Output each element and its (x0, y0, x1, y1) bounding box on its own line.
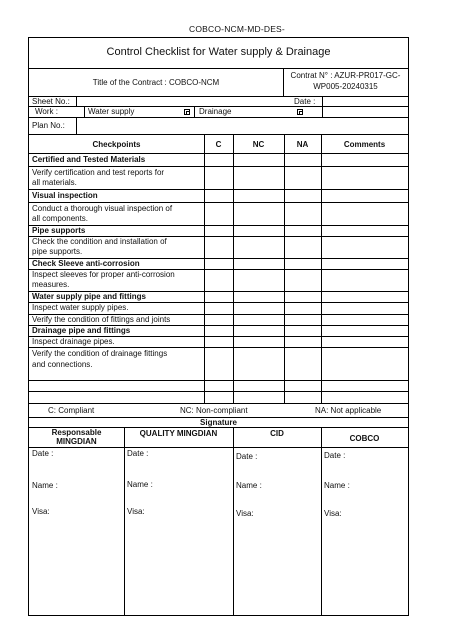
checkpoint-line: Conduct a thorough visual inspection of (32, 204, 173, 213)
checkpoint-line: pipe supports. (32, 247, 83, 256)
sig-visa-label: Visa: (236, 509, 254, 518)
sig-visa-label: Visa: (324, 509, 342, 518)
sig-name-label: Name : (324, 481, 350, 490)
plan-no-label: Plan No.: (32, 121, 65, 130)
sig-date-label: Date : (324, 451, 346, 460)
sig-name-label: Name : (236, 481, 262, 490)
legend-compliant: C: Compliant (48, 406, 95, 415)
work-label: Work : (35, 107, 58, 116)
checkpoint-line: Verify certification and test reports for (32, 168, 165, 177)
checkpoint-line: Verify the condition of fittings and joints (32, 315, 171, 324)
sig-date-label: Date : (32, 449, 54, 458)
header-comments: Comments (343, 140, 386, 149)
checkpoint-line: and connections. (32, 360, 93, 369)
section-title: Visual inspection (32, 191, 98, 200)
header-nc: NC (252, 140, 265, 149)
checkpoint-line: Inspect sleeves for proper anti-corrosion (32, 270, 175, 279)
legend-non-compliant: NC: Non-compliant (180, 406, 248, 415)
signature-col-quality: QUALITY MINGDIAN (139, 429, 218, 438)
signature-col-cobco: COBCO (349, 434, 380, 443)
checkpoint-line: Check the condition and installation of (32, 237, 167, 246)
checkpoint-line: measures. (32, 280, 70, 289)
sig-date-label: Date : (127, 449, 149, 458)
header-na: NA (296, 140, 309, 149)
drainage-label: Drainage (199, 107, 232, 116)
header-c: C (215, 140, 222, 149)
header-checkpoints: Checkpoints (92, 140, 141, 149)
checklist-frame (28, 37, 409, 616)
contract-title: Title of the Contract : COBCO-NCM (92, 78, 220, 87)
checkpoint-line: Inspect drainage pipes. (32, 337, 115, 346)
section-title: Pipe supports (32, 226, 86, 235)
sig-visa-label: Visa: (127, 507, 145, 516)
water-supply-label: Water supply (88, 107, 135, 116)
signature-col-mingdian: Responsable (51, 428, 102, 437)
signature-title: Signature (200, 418, 237, 427)
checkpoint-line: all components. (32, 214, 89, 223)
section-title: Check Sleeve anti-corrosion (32, 259, 140, 268)
contract-number-line2: WP005-20240315 (313, 82, 378, 91)
sig-name-label: Name : (127, 480, 153, 489)
sig-date-label: Date : (236, 452, 258, 461)
drainage-checkbox[interactable] (297, 109, 303, 115)
section-title: Certified and Tested Materials (32, 155, 146, 164)
sig-visa-label: Visa: (32, 507, 50, 516)
water-supply-checkbox[interactable] (184, 109, 190, 115)
section-title: Water supply pipe and fittings (32, 292, 146, 301)
contract-number-line1: Contrat N° : AZUR-PR017-GC- (290, 71, 401, 80)
document-reference: COBCO-NCM-MD-DES- (189, 24, 285, 34)
legend-not-applicable: NA: Not applicable (315, 406, 382, 415)
signature-col-cid: CID (270, 429, 284, 438)
sig-name-label: Name : (32, 481, 58, 490)
section-title: Drainage pipe and fittings (32, 326, 131, 335)
signature-col-mingdian-line2: MINGDIAN (56, 437, 97, 446)
checkpoint-line: all materials. (32, 178, 77, 187)
date-label: Date : (294, 97, 316, 106)
checkpoint-line: Inspect water supply pipes. (32, 303, 129, 312)
sheet-no-label: Sheet No.: (32, 97, 70, 106)
checkpoint-line: Verify the condition of drainage fittings (32, 349, 168, 358)
form-title: Control Checklist for Water supply & Drainage (106, 46, 331, 58)
